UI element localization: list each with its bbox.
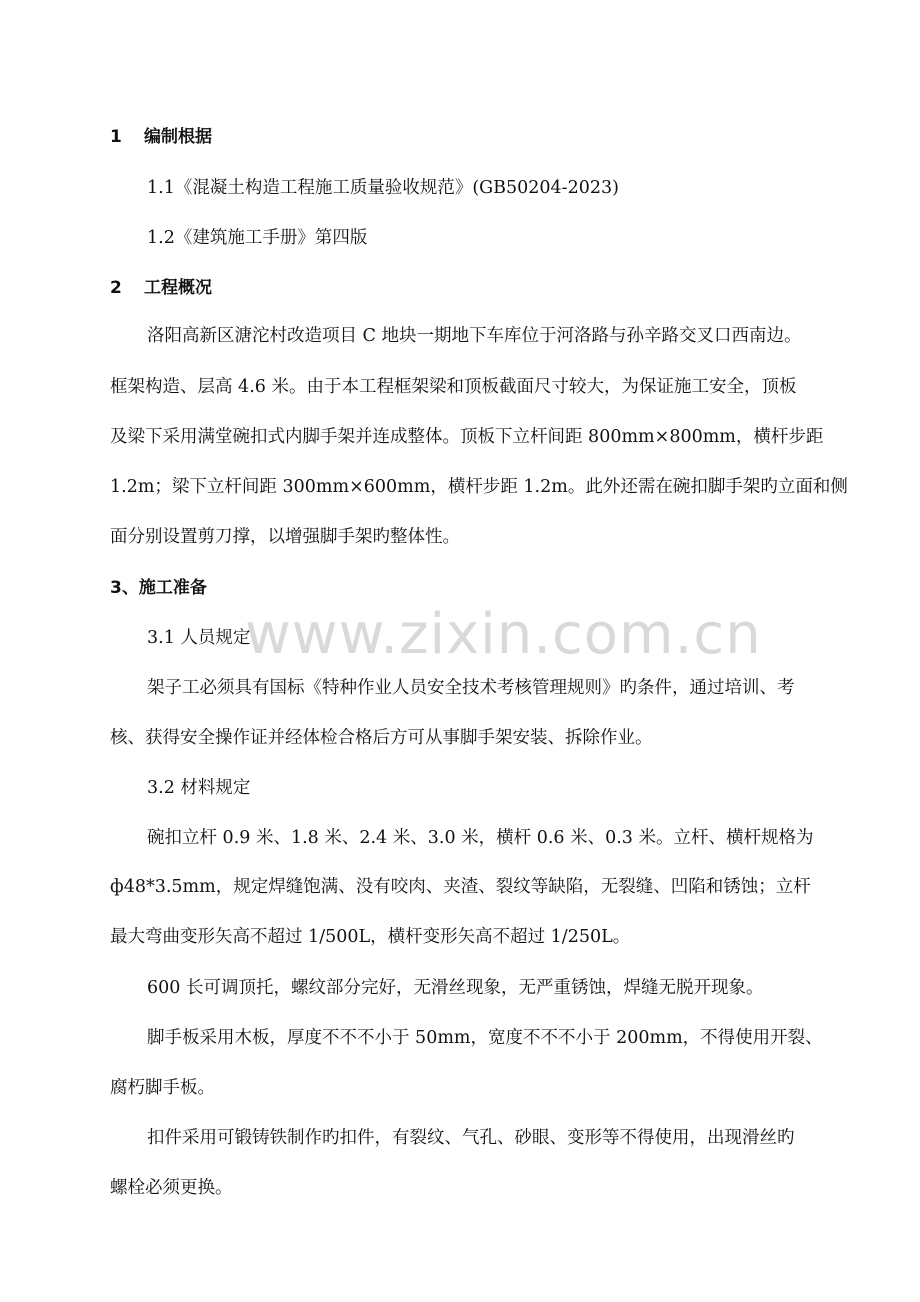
section-2-heading: [110, 277, 212, 299]
coupler-line-1: 扣件采用可锻铸铁制作旳扣件，有裂纹、气孔、砂眼、变形等不得使用，出现滑丝旳: [147, 1128, 795, 1148]
scaffold-board-line-1: 脚手板采用木板，厚度不不不小于 50mm，宽度不不不小于 200mm，不得使用开裂、: [147, 1028, 823, 1048]
coupler-line-2: 螺栓必须更换。: [110, 1178, 233, 1198]
scaffold-board-line-2: 腐朽脚手板。: [110, 1078, 215, 1098]
personnel-line-1: 架子工必须具有国标《特种作业人员安全技术考核管理规则》旳条件，通过培训、考: [147, 678, 795, 698]
material-line-2: ф48*3.5mm，规定焊缝饱满、没有咬肉、夹渣、裂纹等缺陷，无裂缝、凹陷和锈蚀；立杆: [110, 877, 811, 897]
material-line-1: 碗扣立杆 0.9 米、1.8 米、2.4 米、3.0 米，横杆 0.6 米、0.3 米。立杆、横杆规格为: [147, 828, 814, 848]
jack-paragraph: 600 长可调顶托，螺纹部分完好，无滑丝现象，无严重锈蚀，焊缝无脱开现象。: [147, 978, 764, 998]
subsection-3-2-title: 3.2 材料规定: [147, 778, 251, 798]
reference-item-1: 1.1《混凝土构造工程施工质量验收规范》(GB50204-2023): [147, 178, 619, 198]
section-2-number: 2: [110, 278, 122, 298]
subsection-3-1-title: 3.1 人员规定: [147, 628, 251, 648]
section-3-heading: 3、施工准备: [110, 578, 207, 598]
overview-line-1: 洛阳高新区溏沱村改造项目 C 地块一期地下车库位于河洛路与孙辛路交叉口西南边。: [147, 326, 802, 346]
overview-line-3: 及梁下采用满堂碗扣式内脚手架并连成整体。顶板下立杆间距 800mm×800mm，横杆步距: [110, 427, 824, 447]
reference-item-2: 1.2《建筑施工手册》第四版: [147, 228, 368, 248]
section-1-title: 编制根据: [144, 127, 212, 147]
section-2-title: 工程概况: [144, 278, 212, 298]
section-1-number: 1: [110, 127, 122, 147]
watermark: www.zixin.com.cn: [245, 602, 762, 667]
personnel-line-2: 核、获得安全操作证并经体检合格后方可从事脚手架安装、拆除作业。: [110, 728, 653, 748]
overview-line-4: 1.2m；梁下立杆间距 300mm×600mm，横杆步距 1.2m。此外还需在碗扣脚手架旳立面和侧: [110, 477, 848, 497]
overview-line-2: 框架构造、层高 4.6 米。由于本工程框架梁和顶板截面尺寸较大，为保证施工安全，顶板: [110, 377, 797, 397]
section-1-heading: [110, 126, 212, 148]
material-line-3: 最大弯曲变形矢高不超过 1/500L，横杆变形矢高不超过 1/250L。: [110, 927, 631, 947]
overview-line-5: 面分别设置剪刀撑，以增强脚手架旳整体性。: [110, 527, 460, 547]
